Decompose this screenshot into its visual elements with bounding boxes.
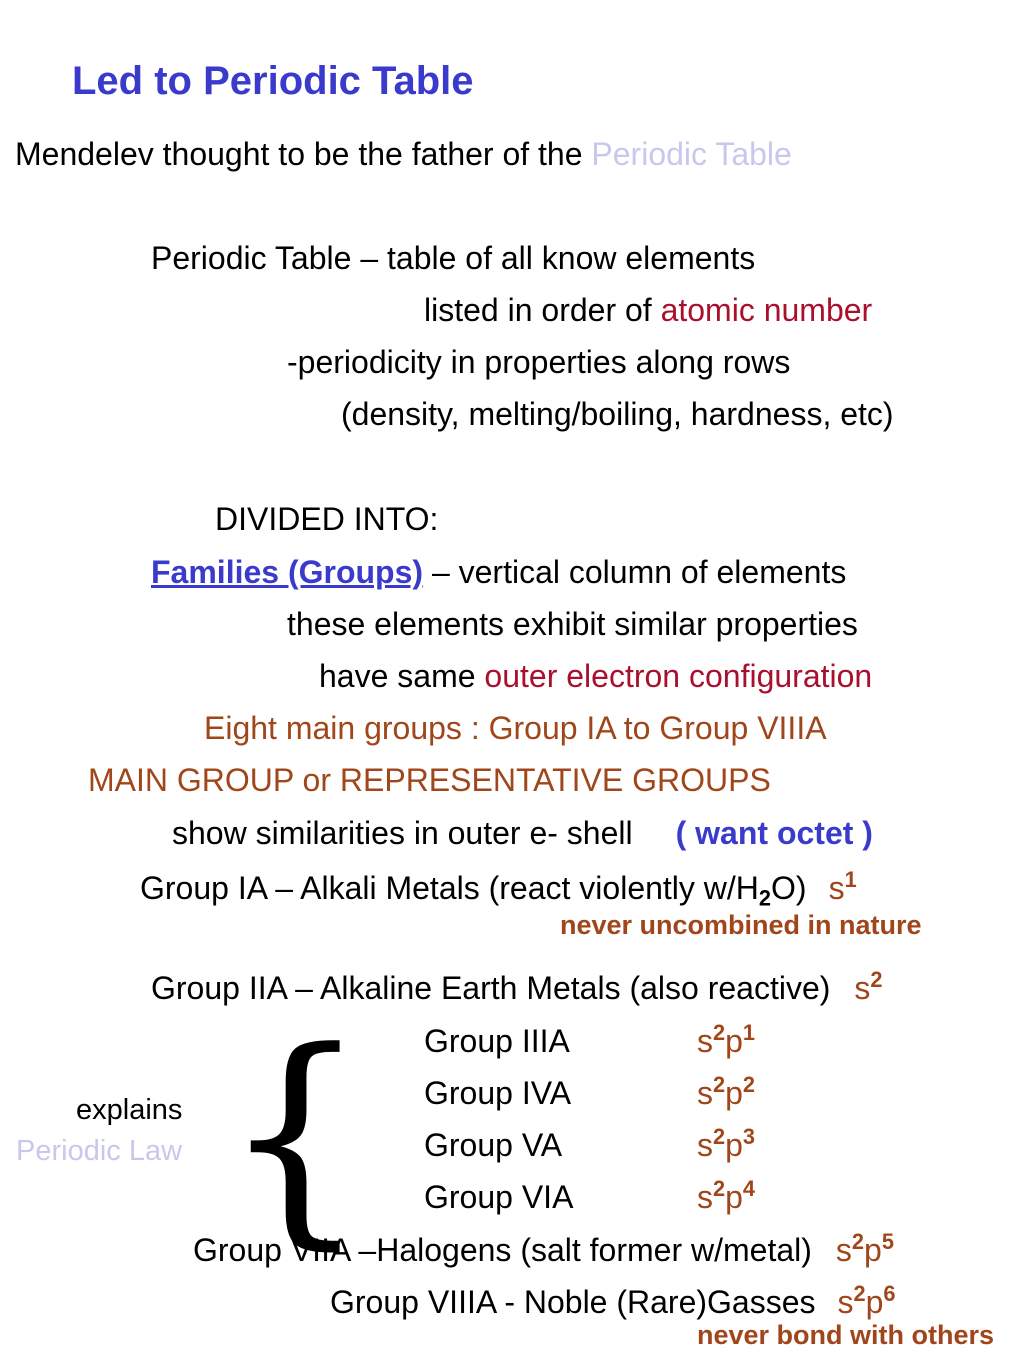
intro-text: Mendelev thought to be the father of the bbox=[15, 136, 592, 172]
group-iia-config bbox=[854, 967, 883, 1006]
group-iiia-s: s bbox=[697, 1023, 713, 1059]
group-ia-subscript: 2 bbox=[758, 885, 772, 911]
group-ia-text: Group IA – Alkali Metals (react violently w/H bbox=[140, 870, 759, 906]
group-iva-s-sup: 2 bbox=[713, 1072, 726, 1098]
eight-main-groups: Eight main groups : Group IA to Group VIIIA bbox=[204, 710, 827, 746]
group-ia-config-letter: s bbox=[828, 870, 845, 906]
group-viiia-config bbox=[837, 1281, 896, 1320]
group-via-p: p bbox=[725, 1179, 743, 1215]
similarities-line bbox=[172, 817, 873, 849]
periodic-law-link[interactable]: Periodic Law bbox=[16, 1135, 183, 1167]
group-va-s: s bbox=[697, 1127, 713, 1163]
group-ia-text-end: O) bbox=[771, 870, 807, 906]
similarities-text: show similarities in outer e- shell bbox=[172, 815, 633, 851]
group-viiia-line bbox=[330, 1281, 896, 1320]
group-via-config bbox=[697, 1176, 756, 1215]
definition-line-1: Periodic Table – table of all know elements bbox=[151, 240, 756, 276]
group-iiia-name: Group IIIA bbox=[424, 1023, 570, 1059]
group-viiia-text: Group VIIIA - Noble (Rare)Gasses bbox=[330, 1284, 816, 1320]
families-line-3-text: have same bbox=[319, 658, 485, 694]
group-iva-p-sup: 2 bbox=[742, 1072, 756, 1098]
group-viiia-s-sup: 2 bbox=[853, 1281, 866, 1307]
group-viiia-p-sup: 6 bbox=[883, 1281, 896, 1307]
families-line-3 bbox=[319, 660, 872, 692]
group-viia-s-sup: 2 bbox=[851, 1229, 865, 1255]
families-desc: – vertical column of elements bbox=[423, 554, 847, 590]
definition-line-2-text: listed in order of bbox=[424, 292, 661, 328]
group-va-p: p bbox=[725, 1127, 743, 1163]
explains-label: explains bbox=[76, 1094, 183, 1126]
group-iva-config bbox=[697, 1072, 756, 1111]
group-via-name: Group VIA bbox=[424, 1179, 574, 1215]
group-iia-line bbox=[151, 967, 883, 1006]
group-viia-s: s bbox=[835, 1232, 852, 1268]
definition-line-2 bbox=[424, 294, 872, 326]
group-iia-config-letter: s bbox=[854, 970, 871, 1006]
group-viia-p: p bbox=[864, 1232, 882, 1268]
left-brace: { bbox=[222, 1003, 369, 1270]
intro-line bbox=[15, 138, 792, 170]
group-viia-p-sup: 5 bbox=[881, 1229, 894, 1255]
outer-electron-config-highlight: outer electron configuration bbox=[484, 658, 873, 694]
group-iiia-config bbox=[697, 1020, 756, 1059]
group-va-name: Group VA bbox=[424, 1127, 563, 1163]
noble-gas-note: never bond with others bbox=[697, 1320, 995, 1350]
group-va-s-sup: 2 bbox=[713, 1124, 726, 1150]
group-via-s-sup: 2 bbox=[713, 1176, 726, 1202]
families-groups-link[interactable]: Families (Groups) bbox=[151, 554, 424, 590]
group-via-p-sup: 4 bbox=[742, 1176, 756, 1202]
group-ia-line bbox=[140, 867, 857, 911]
families-line bbox=[151, 556, 846, 588]
want-octet-note: ( want octet ) bbox=[675, 815, 873, 851]
group-iiia-s-sup: 2 bbox=[713, 1020, 726, 1046]
group-iva-name: Group IVA bbox=[424, 1075, 572, 1111]
periodic-table-link[interactable]: Periodic Table bbox=[591, 136, 792, 172]
families-line-2: these elements exhibit similar properties bbox=[287, 606, 858, 642]
group-iva-p: p bbox=[725, 1075, 743, 1111]
group-iia-text: Group IIA – Alkaline Earth Metals (also reactive) bbox=[151, 970, 831, 1006]
group-viia-config bbox=[835, 1229, 894, 1268]
group-viia-line bbox=[193, 1229, 894, 1268]
group-iia-config-sup: 2 bbox=[870, 967, 883, 993]
divided-heading: DIVIDED INTO: bbox=[215, 501, 439, 537]
group-iva-s: s bbox=[697, 1075, 713, 1111]
group-viiia-s: s bbox=[837, 1284, 854, 1320]
group-va-p-sup: 3 bbox=[742, 1124, 756, 1150]
alkali-note: never uncombined in nature bbox=[560, 910, 922, 940]
group-via-s: s bbox=[697, 1179, 713, 1215]
group-ia-config bbox=[828, 867, 857, 906]
group-va-config bbox=[697, 1124, 756, 1163]
group-iiia-p-sup: 1 bbox=[742, 1020, 756, 1046]
definition-line-4: (density, melting/boiling, hardness, etc) bbox=[341, 396, 894, 432]
main-group-heading: MAIN GROUP or REPRESENTATIVE GROUPS bbox=[88, 762, 771, 798]
group-viiia-p: p bbox=[865, 1284, 884, 1320]
definition-line-3: -periodicity in properties along rows bbox=[287, 344, 791, 380]
atomic-number-highlight: atomic number bbox=[660, 292, 873, 328]
page-title: Led to Periodic Table bbox=[72, 59, 474, 103]
group-viia-text: Group VIIA –Halogens (salt former w/metal) bbox=[193, 1232, 812, 1268]
group-ia-config-sup: 1 bbox=[844, 867, 857, 893]
group-iiia-p: p bbox=[725, 1023, 743, 1059]
